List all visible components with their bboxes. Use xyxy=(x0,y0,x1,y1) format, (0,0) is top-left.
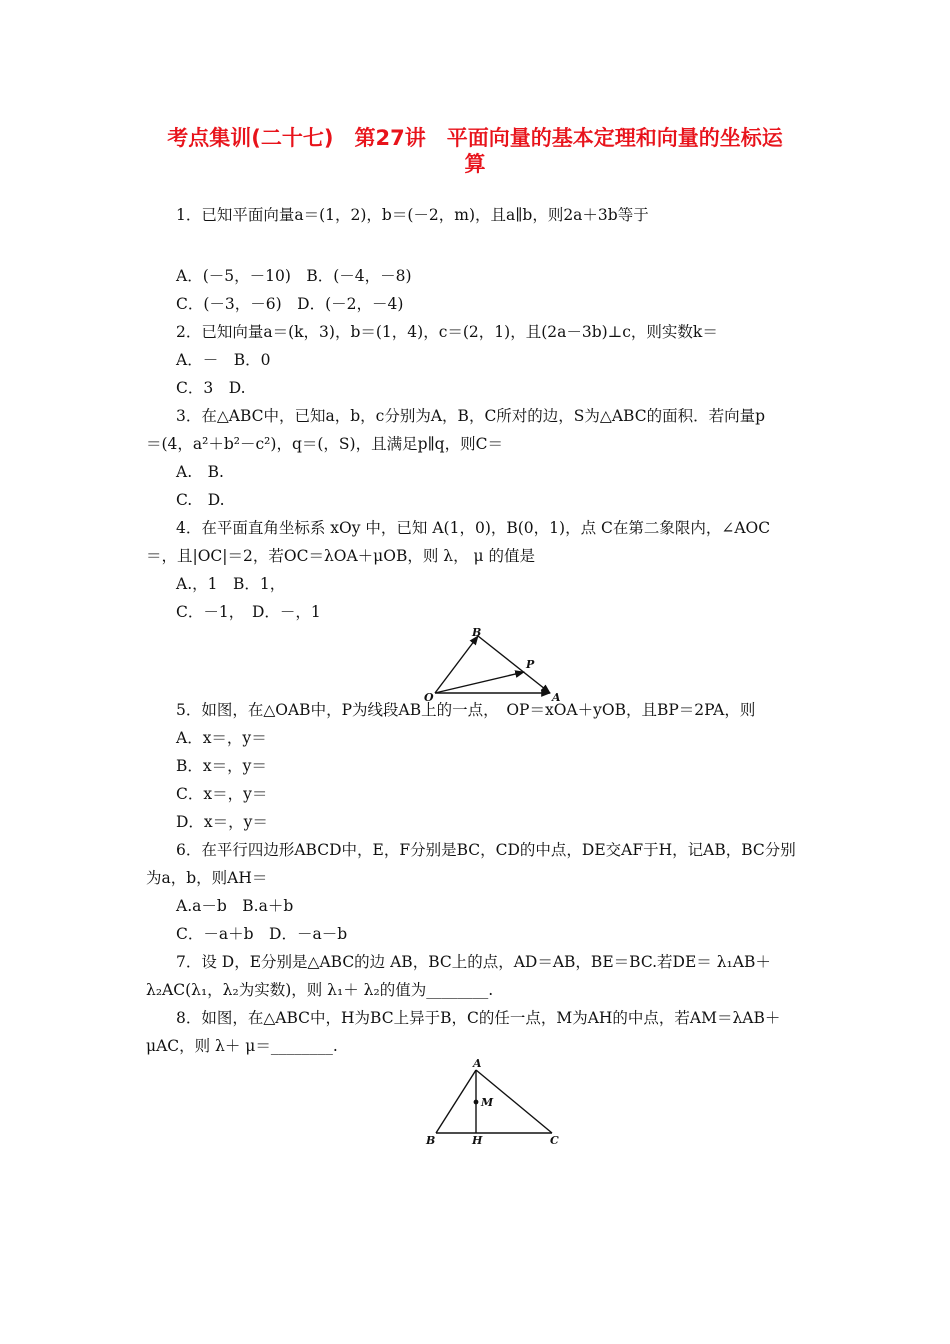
question-8: 8．如图，在△ABC中，H为BC上异于B，C的任一点，M为AH的中点，若AM＝λAB＋ xyxy=(176,1009,781,1027)
q6-options-ab: A.a－b B.a＋b xyxy=(176,897,294,915)
label-m: M xyxy=(481,1096,494,1109)
q6-options-cd: C．－a＋b D．－a－b xyxy=(176,925,348,943)
question-1: 1．已知平面向量a＝(1，2)，b＝(－2，m)，且a∥b，则2a＋3b等于 xyxy=(176,206,649,224)
question-8-cont: μAC，则 λ＋ μ＝________. xyxy=(146,1037,338,1055)
q2-options-ab: A．－ B．0 xyxy=(176,351,271,369)
q3-options-ab: A. B. xyxy=(176,463,224,481)
question-5: 5．如图，在△OAB中，P为线段AB上的一点， OP＝xOA＋yOB，且BP＝2PA，则 xyxy=(176,701,756,719)
question-4: 4．在平面直角坐标系 xOy 中，已知 A(1，0)，B(0，1)，点 C在第二象限内，∠AOC xyxy=(176,519,771,537)
label-c: C xyxy=(550,1134,559,1147)
figure-triangle-abc xyxy=(420,1058,570,1148)
question-3: 3．在△ABC中，已知a，b，c分别为A，B，C所对的边，S为△ABC的面积．若向量p xyxy=(176,407,765,425)
segment-ba xyxy=(478,636,550,693)
label-p: P xyxy=(526,658,535,671)
q5-option-b: B．x＝，y＝ xyxy=(176,757,267,775)
label-b: B xyxy=(426,1134,436,1147)
label-o: O xyxy=(424,691,434,704)
label-b: B xyxy=(472,626,482,639)
question-2: 2．已知向量a＝(k，3)，b＝(1，4)，c＝(2，1)，且(2a－3b)⊥c，则实数k＝ xyxy=(176,323,718,341)
q5-option-c: C．x＝，y＝ xyxy=(176,785,268,803)
side-ab xyxy=(436,1070,476,1133)
label-h: H xyxy=(472,1134,483,1147)
question-4-cont: ＝，且|OC|＝2，若OC＝λOA＋μOB，则 λ， μ 的值是 xyxy=(146,547,536,565)
page-title-line-1: 考点集训(二十七) 第27讲 平面向量的基本定理和向量的坐标运 xyxy=(167,126,783,150)
q4-options-cd: C．－1， D．－，1 xyxy=(176,603,321,621)
q1-options-cd: C．(－3，－6) D．(－2，－4) xyxy=(176,295,404,313)
q5-option-d: D．x＝，y＝ xyxy=(176,813,268,831)
page-title-line-2: 算 xyxy=(464,152,486,176)
question-3-cont: ＝(4，a²＋b²－c²)，q＝(，S)，且满足p∥q，则C＝ xyxy=(146,435,503,453)
q5-option-a: A．x＝，y＝ xyxy=(176,729,267,747)
q1-options-ab: A．(－5，－10) B．(－4，－8) xyxy=(176,267,412,285)
question-7: 7．设 D，E分别是△ABC的边 AB，BC上的点，AD＝AB，BE＝BC.若DE＝ λ₁AB＋ xyxy=(176,953,771,971)
label-a: A xyxy=(552,691,561,704)
q3-options-cd: C. D. xyxy=(176,491,225,509)
q2-options-cd: C．3 D. xyxy=(176,379,246,397)
question-6-cont: 为a，b，则AH＝ xyxy=(146,869,268,887)
figure-triangle-oab xyxy=(420,625,570,705)
q4-options-ab: A.，1 B．1， xyxy=(176,575,286,593)
question-6: 6．在平行四边形ABCD中，E，F分别是BC，CD的中点，DE交AF于H，记AB，BC分别 xyxy=(176,841,796,859)
label-a: A xyxy=(473,1058,482,1070)
question-7-cont: λ₂AC(λ₁，λ₂为实数)，则 λ₁＋ λ₂的值为________. xyxy=(146,981,494,999)
midpoint-m xyxy=(474,1100,479,1105)
